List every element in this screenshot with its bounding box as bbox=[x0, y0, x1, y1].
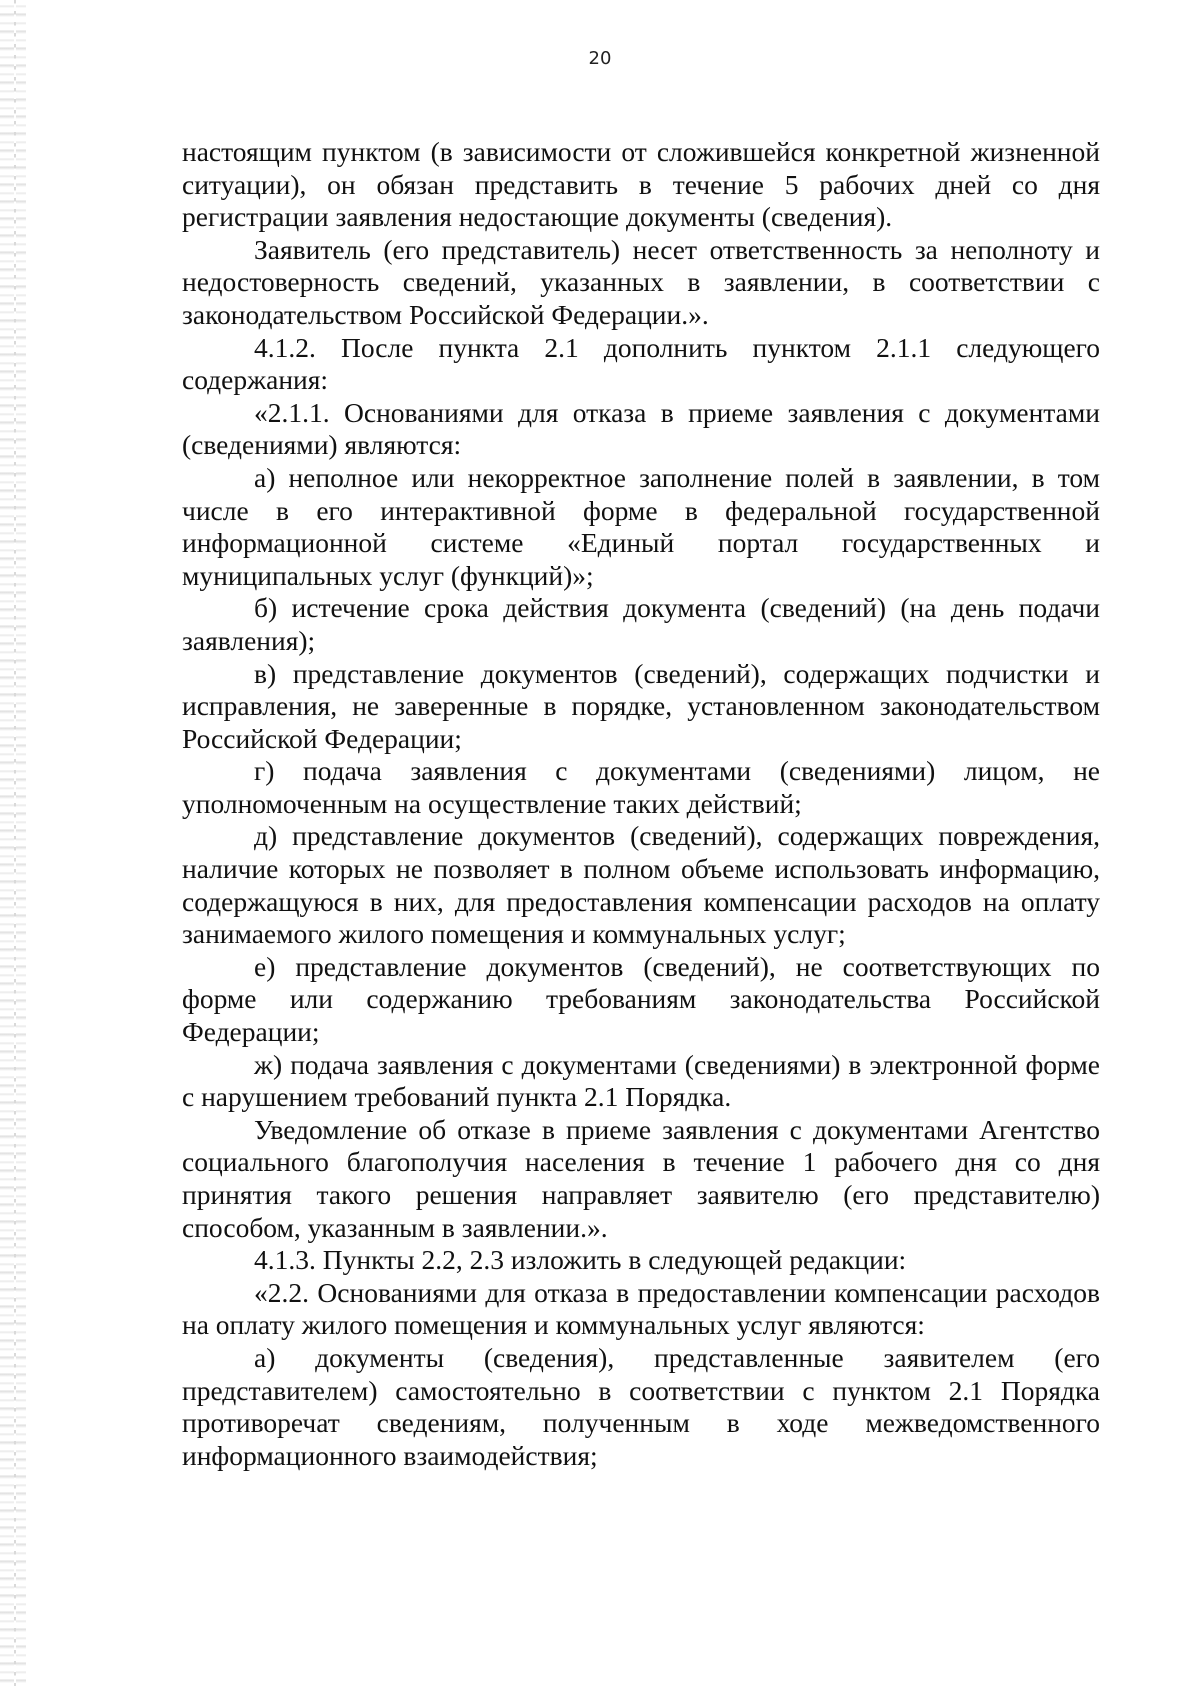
paragraph-8: г) подача заявления с документами (сведениями) лицом, не уполномоченным на осуществление таких действий; bbox=[182, 755, 1100, 819]
paragraph-11: ж) подача заявления с документами (сведениями) в электронной форме с нарушением требований пункта 2.1 Порядка. bbox=[182, 1048, 1100, 1113]
paragraph-1: настоящим пунктом (в зависимости от сложившейся конкретной жизненной ситуации), он обязан представить в течение 5 рабочих дней со дня регистрации заявления недостающие документы (сведения). bbox=[182, 136, 1100, 233]
page-number: 20 bbox=[588, 48, 612, 69]
paragraph-12: Уведомление об отказе в приеме заявления с документами Агентство социального благополучия населения в течение 1 рабочего дня со дня принятия такого решения направляет заявителю (его представителю) способом, указанным в заявлении.». bbox=[182, 1113, 1100, 1243]
paragraph-13: 4.1.3. Пункты 2.2, 2.3 изложить в следующей редакции: bbox=[254, 1244, 907, 1276]
scan-left-edge bbox=[0, 0, 26, 1686]
paragraph-10: е) представление документов (сведений), не соответствующих по форме или содержанию требованиям законодательства Российской Федерации; bbox=[182, 950, 1100, 1048]
paragraph-5: а) неполное или некорректное заполнение полей в заявлении, в том числе в его интерактивной форме в федеральной государственной информационной системе «Единый портал государственных и муниципальных услуг (функций)»; bbox=[182, 461, 1100, 591]
paragraph-6: б) истечение срока действия документа (сведений) (на день подачи заявления); bbox=[182, 592, 1100, 656]
paragraph-7: в) представление документов (сведений), содержащих подчистки и исправления, не заверенные в порядке, установленном законодательством Российской Федерации; bbox=[182, 657, 1100, 754]
document-body bbox=[182, 136, 1100, 1472]
paragraph-15: а) документы (сведения), представленные заявителем (его представителем) самостоятельно в соответствии с пунктом 2.1 Порядка противоречат сведениям, полученным в ходе межведомственного информационного взаимодействия; bbox=[182, 1341, 1100, 1471]
paragraph-9: д) представление документов (сведений), содержащих повреждения, наличие которых не позволяет в полном объеме использовать информацию, содержащуюся в них, для предоставления компенсации расходов на оплату занимаемого жилого помещения и коммунальных услуг; bbox=[182, 820, 1100, 950]
paragraph-2: Заявитель (его представитель) несет ответственность за неполноту и недостоверность сведений, указанных в заявлении, в соответствии с законодательством Российской Федерации.». bbox=[182, 233, 1100, 330]
paragraph-3: 4.1.2. После пункта 2.1 дополнить пунктом 2.1.1 следующего содержания: bbox=[182, 331, 1100, 396]
paragraph-14: «2.2. Основаниями для отказа в предоставлении компенсации расходов на оплату жилого помещения и коммунальных услуг являются: bbox=[182, 1276, 1100, 1341]
paragraph-4: «2.1.1. Основаниями для отказа в приеме заявления с документами (сведениями) являются: bbox=[182, 396, 1100, 461]
